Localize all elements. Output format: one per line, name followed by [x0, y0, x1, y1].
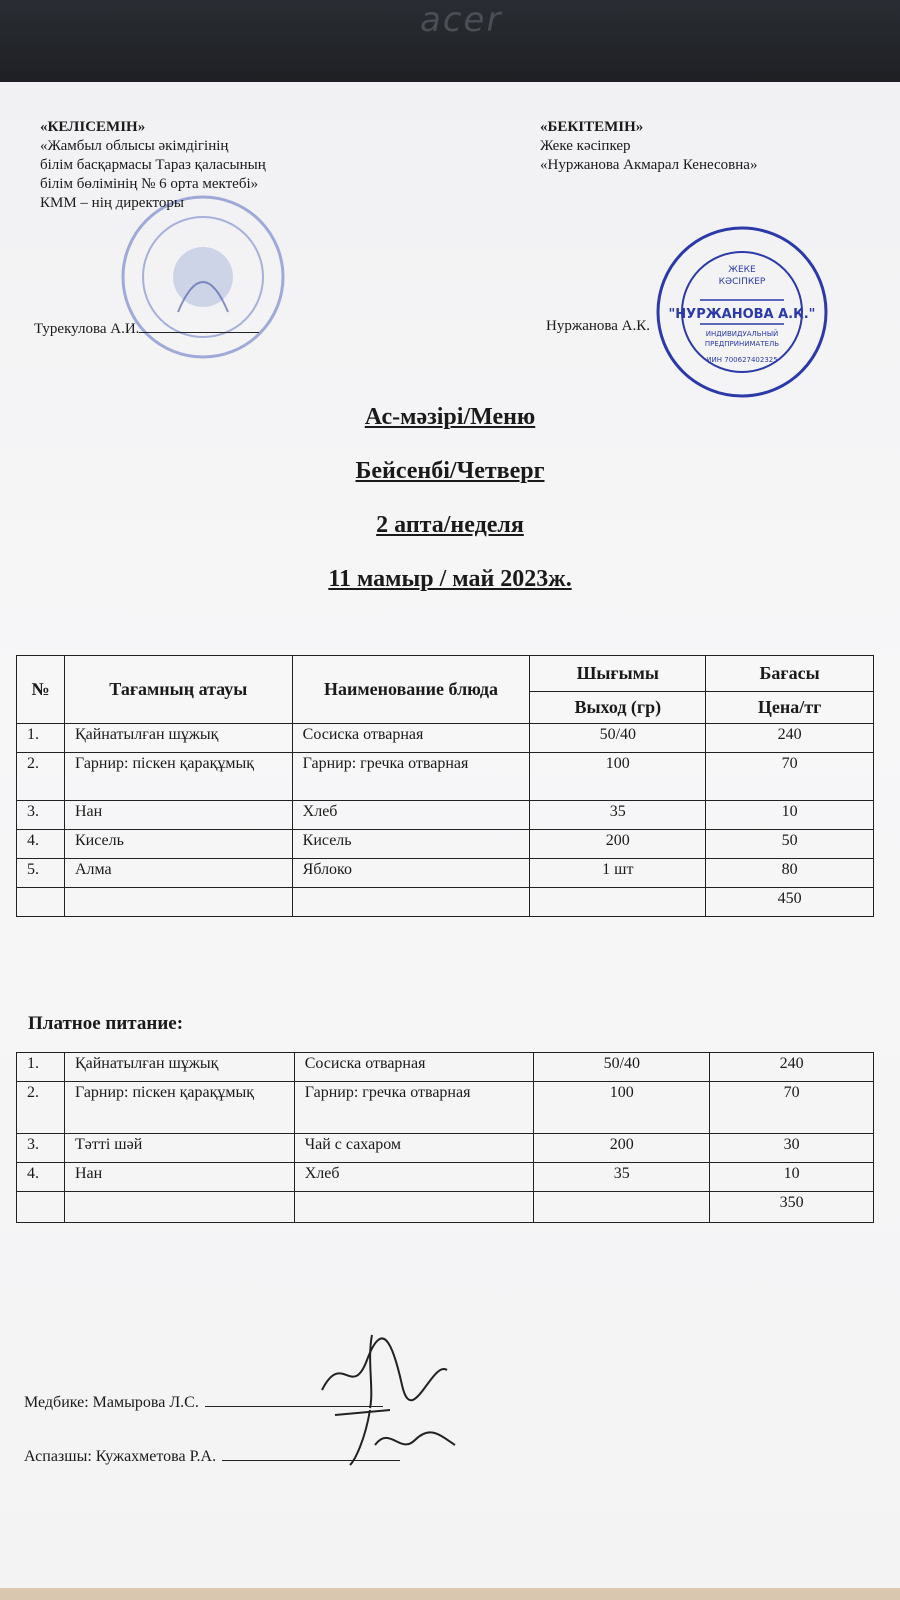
right-signature-line — [546, 318, 650, 335]
nurse-signature — [312, 1330, 452, 1410]
laptop-bezel — [0, 0, 900, 95]
row-name-ru: Сосиска отварная — [294, 1053, 534, 1082]
right-signer-name: Нуржанова А.К. — [546, 318, 651, 334]
table-row — [17, 801, 874, 830]
row-price: 50 — [706, 830, 874, 859]
row-name-ru: Яблоко — [292, 859, 530, 888]
entrepreneur-stamp — [652, 222, 832, 402]
table-row — [17, 830, 874, 859]
row-yield: 35 — [530, 801, 706, 830]
row-name-kz: Гарнир: піскен қарақұмық — [64, 753, 292, 801]
row-name-kz: Нан — [64, 801, 292, 830]
row-price: 10 — [710, 1163, 874, 1192]
row-name-kz: Нан — [64, 1163, 294, 1192]
stamp-sub2-text: ПРЕДПРИНИМАТЕЛЬ — [704, 340, 780, 348]
row-name-ru: Чай с сахаром — [294, 1134, 534, 1163]
row-name-ru: Кисель — [292, 830, 530, 859]
left-header-line: білім бөлімінің № 6 орта мектебі» — [40, 176, 259, 192]
week-title: 2 апта/неделя — [376, 512, 524, 538]
stamp-top2-text: КӘСІПКЕР — [718, 277, 766, 287]
row-yield: 35 — [534, 1163, 710, 1192]
row-name-kz: Кисель — [64, 830, 292, 859]
row-name-kz: Гарнир: піскен қарақұмық — [64, 1082, 294, 1134]
row-name-ru: Сосиска отварная — [292, 724, 530, 753]
row-price: 240 — [706, 724, 874, 753]
total-price: 450 — [706, 888, 874, 917]
row-no: 2. — [17, 1082, 65, 1134]
header-no: № — [17, 656, 65, 724]
row-no: 3. — [17, 1134, 65, 1163]
row-name-kz: Тәтті шәй — [64, 1134, 294, 1163]
row-no: 4. — [17, 1163, 65, 1192]
menu-table — [16, 655, 874, 917]
right-header-line: Жеке кәсіпкер — [540, 138, 631, 154]
row-price: 70 — [706, 753, 874, 801]
row-price: 240 — [710, 1053, 874, 1082]
row-price: 10 — [706, 801, 874, 830]
row-price: 80 — [706, 859, 874, 888]
row-name-ru: Хлеб — [294, 1163, 534, 1192]
row-no: 1. — [17, 724, 65, 753]
paid-meals-title: Платное питание: — [28, 1013, 184, 1034]
header-name-kz: Тағамның атауы — [64, 656, 292, 724]
stamp-name-text: "НУРЖАНОВА А.К." — [668, 307, 816, 322]
table-row — [17, 1082, 874, 1134]
left-signer-name: Турекулова А.И. — [34, 321, 140, 337]
table-row — [17, 1163, 874, 1192]
table-total-row — [17, 1192, 874, 1223]
row-name-kz: Алма — [64, 859, 292, 888]
row-name-ru: Гарнир: гречка отварная — [292, 753, 530, 801]
row-name-kz: Қайнатылған шұжық — [64, 1053, 294, 1082]
laptop-brand-logo: acer — [420, 0, 503, 40]
left-header-line: «Жамбыл облысы әкімдігінің — [40, 138, 229, 154]
table-total-row — [17, 888, 874, 917]
cook-signature — [330, 1400, 460, 1470]
row-yield: 200 — [534, 1134, 710, 1163]
row-name-ru: Хлеб — [292, 801, 530, 830]
row-yield: 100 — [534, 1082, 710, 1134]
table-row — [17, 724, 874, 753]
row-name-ru: Гарнир: гречка отварная — [294, 1082, 534, 1134]
left-header-line: КММ – нің директоры — [40, 195, 184, 211]
row-name-kz: Қайнатылған шұжық — [64, 724, 292, 753]
header-yield-kz: Шығымы — [530, 656, 706, 692]
nurse-name: Медбике: Мамырова Л.С. — [24, 1394, 199, 1411]
stamp-sub1-text: ИНДИВИДУАЛЬНЫЙ — [705, 330, 779, 338]
row-no: 5. — [17, 859, 65, 888]
right-header-line: «Нуржанова Акмарал Кенесовна» — [540, 157, 758, 173]
approval-left-block — [40, 118, 266, 213]
row-price: 70 — [710, 1082, 874, 1134]
header-yield-ru: Выход (гр) — [530, 692, 706, 724]
row-no: 2. — [17, 753, 65, 801]
header-price-kz: Бағасы — [706, 656, 874, 692]
approval-right-block — [540, 118, 757, 175]
total-price: 350 — [710, 1192, 874, 1223]
table-row — [17, 859, 874, 888]
left-signature-line — [34, 318, 259, 338]
date-title: 11 мамыр / май 2023ж. — [328, 566, 572, 592]
stamp-top-text: ЖЕКЕ — [728, 265, 756, 275]
left-header-title: «КЕЛІСЕМІН» — [40, 119, 146, 135]
header-name-ru: Наименование блюда — [292, 656, 530, 724]
stamp-iin-text: ИИН 700627402325 — [706, 356, 778, 364]
desk-surface — [0, 1588, 900, 1600]
cook-name: Аспазшы: Кужахметова Р.А. — [24, 1448, 217, 1465]
table-row — [17, 753, 874, 801]
row-no: 4. — [17, 830, 65, 859]
table-row — [17, 1053, 874, 1082]
row-no: 1. — [17, 1053, 65, 1082]
row-yield: 1 шт — [530, 859, 706, 888]
menu-title: Ас-мәзірі/Меню — [364, 404, 536, 430]
paid-table — [16, 1052, 874, 1223]
row-yield: 50/40 — [534, 1053, 710, 1082]
right-header-title: «БЕКІТЕМІН» — [540, 119, 644, 135]
day-title: Бейсенбі/Четверг — [355, 458, 545, 484]
row-no: 3. — [17, 801, 65, 830]
left-header-line: білім басқармасы Тараз қаласының — [40, 157, 266, 173]
header-price-ru: Цена/тг — [706, 692, 874, 724]
row-yield: 200 — [530, 830, 706, 859]
row-yield: 50/40 — [530, 724, 706, 753]
row-yield: 100 — [530, 753, 706, 801]
table-row — [17, 1134, 874, 1163]
row-price: 30 — [710, 1134, 874, 1163]
